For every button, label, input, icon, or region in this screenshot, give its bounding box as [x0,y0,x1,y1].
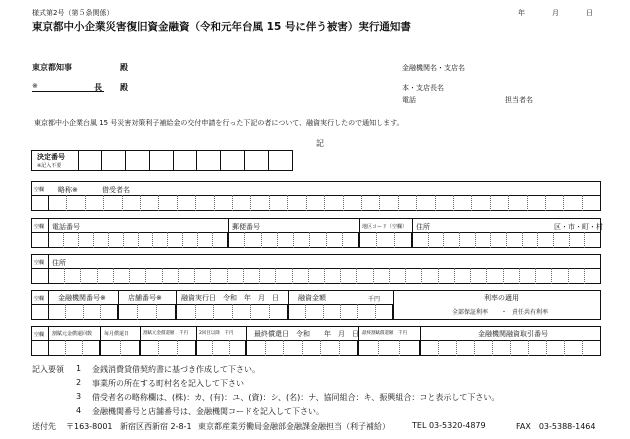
abbr-label: 略称※ [58,186,78,194]
address-label-1: 住所 [416,223,430,231]
branch-code-cells[interactable] [118,304,176,320]
instruction-text-4: 金融機関番号と店舗番号は、金融機関コードを記入して下さい。 [92,407,324,416]
loan-amount-cells[interactable] [288,304,393,320]
instruction-num-4: 4 [76,406,82,415]
instruction-num-3: 3 [76,392,82,401]
row1-tag: 空欄 [34,187,45,193]
area-code-label: 地区コード（空欄） [362,224,408,230]
area-code-cells[interactable] [359,232,412,248]
intro-text: 東京都中小企業台風 15 号災害対策利子補給金の交付申請を行った下記の者について、融資実行したので通知します。 [34,119,404,127]
final-repay-date-cells[interactable] [246,340,358,356]
bank-code-cells[interactable] [48,304,118,320]
rate-option-shared[interactable]: 責任共有利率 [512,309,549,316]
borrower-name-label: 借受者名 [102,186,130,194]
footer-postal: 〒163-8001 [66,422,113,431]
rate-option-full[interactable]: 全部保証利率 [452,309,489,316]
honorific-2: 殿 [120,83,128,92]
document-title: 東京都中小企業災害復旧資金融資（令和元年台風 15 号に伴う被害）実行通知書 [32,21,411,33]
phone-label: 電話 [402,96,416,104]
instruction-text-2: 事業所の所在する町村名を記入して下さい [92,379,244,388]
bank-code-label: 金融機関番号※ [58,294,106,302]
city-label: 区・市・町・村 [554,223,603,231]
footer-label: 送付先 [32,422,56,431]
city-cells[interactable] [412,232,601,248]
installment-count-label: 割賦元金償還回数 [52,331,93,337]
date-month: 月 [552,9,559,17]
row5-tag: 空欄 [34,332,45,338]
second-onward-cells[interactable] [196,340,246,356]
person-label: 担当者名 [505,96,533,104]
loan-transaction-number-label: 金融機関融資取引番号 [478,330,548,338]
final-repay-date-label: 最終償還日 令和 年 月 日 [254,330,359,338]
honorific-1: 殿 [120,63,128,72]
transaction-number-cells[interactable] [420,340,601,356]
instruction-num-2: 2 [76,378,82,387]
borrower-name-cells[interactable] [48,195,601,211]
form-number: 様式第2号（第５条関係） [32,9,114,17]
date-day: 日 [586,9,593,17]
bank-name-label: 金融機関名・支店名 [402,64,465,72]
phone-number-cells[interactable] [48,232,228,248]
row3-tag: 空欄 [34,260,45,266]
instruction-num-1: 1 [76,364,82,373]
rate-separator: ・ [501,309,508,316]
chief-label: 長 [94,83,102,92]
final-installment-cells[interactable] [358,340,420,356]
row4-tag: 空欄 [34,296,45,302]
address-cells[interactable] [48,268,601,284]
installment-amount-label: 割賦元金償還額 千円 [143,331,188,336]
asterisk-mark: ※ [32,82,38,90]
loan-amount-unit: 千円 [368,296,381,303]
footer-tel: TEL 03-5320-4879 [412,421,486,430]
footer-fax: FAX 03-5388-1464 [516,422,596,431]
footer-dept: 東京都産業労働局金融部金融課金融担当（利子補給） [198,422,390,431]
postal-code-label: 郵便番号 [232,223,260,231]
monthly-repay-day-label: 毎月償還日 [104,331,130,337]
head-branch-label: 本・支店長名 [402,84,444,92]
decision-number-note: ※記入不要 [37,163,62,169]
instruction-text-3: 借受者名の略称欄は、(株)：カ、(有)：ユ、(資)：シ、(名)：ナ、協同組合：キ、振興組合：コと表示して下さい。 [92,393,500,402]
instruction-text-1: 金銭消費貸借契約書に基づき作成して下さい。 [92,365,260,374]
date-year: 年 [518,9,525,17]
phone-number-label: 電話番号 [52,223,80,231]
repay-day-cells[interactable] [100,340,140,356]
decision-number-label: 決定番号 [37,153,65,161]
address-label-2: 住所 [52,259,66,267]
exec-date-cells[interactable] [176,304,288,320]
installment-amount-cells[interactable] [140,340,196,356]
exec-date-label: 融資実行日 令和 年 月 日 [181,294,279,302]
loan-amount-label: 融資金額 [298,294,326,302]
second-onward-label: 2回目以降 千円 [199,331,234,336]
rate-label: 利率の適用 [484,294,519,302]
final-installment-label: 最終割賦償還額 千円 [362,331,407,336]
decision-number-cells[interactable] [78,150,293,171]
governor-label: 東京都知事 [32,63,72,72]
postal-code-cells[interactable] [228,232,359,248]
footer-address: 新宿区西新宿 2-8-1 [120,422,192,431]
ki-mark: 記 [316,139,324,148]
installment-count-cells[interactable] [48,340,100,356]
instructions-title: 記入要領 [32,365,64,374]
row2-tag: 空欄 [34,224,45,230]
branch-code-label: 店舗番号※ [128,294,162,302]
